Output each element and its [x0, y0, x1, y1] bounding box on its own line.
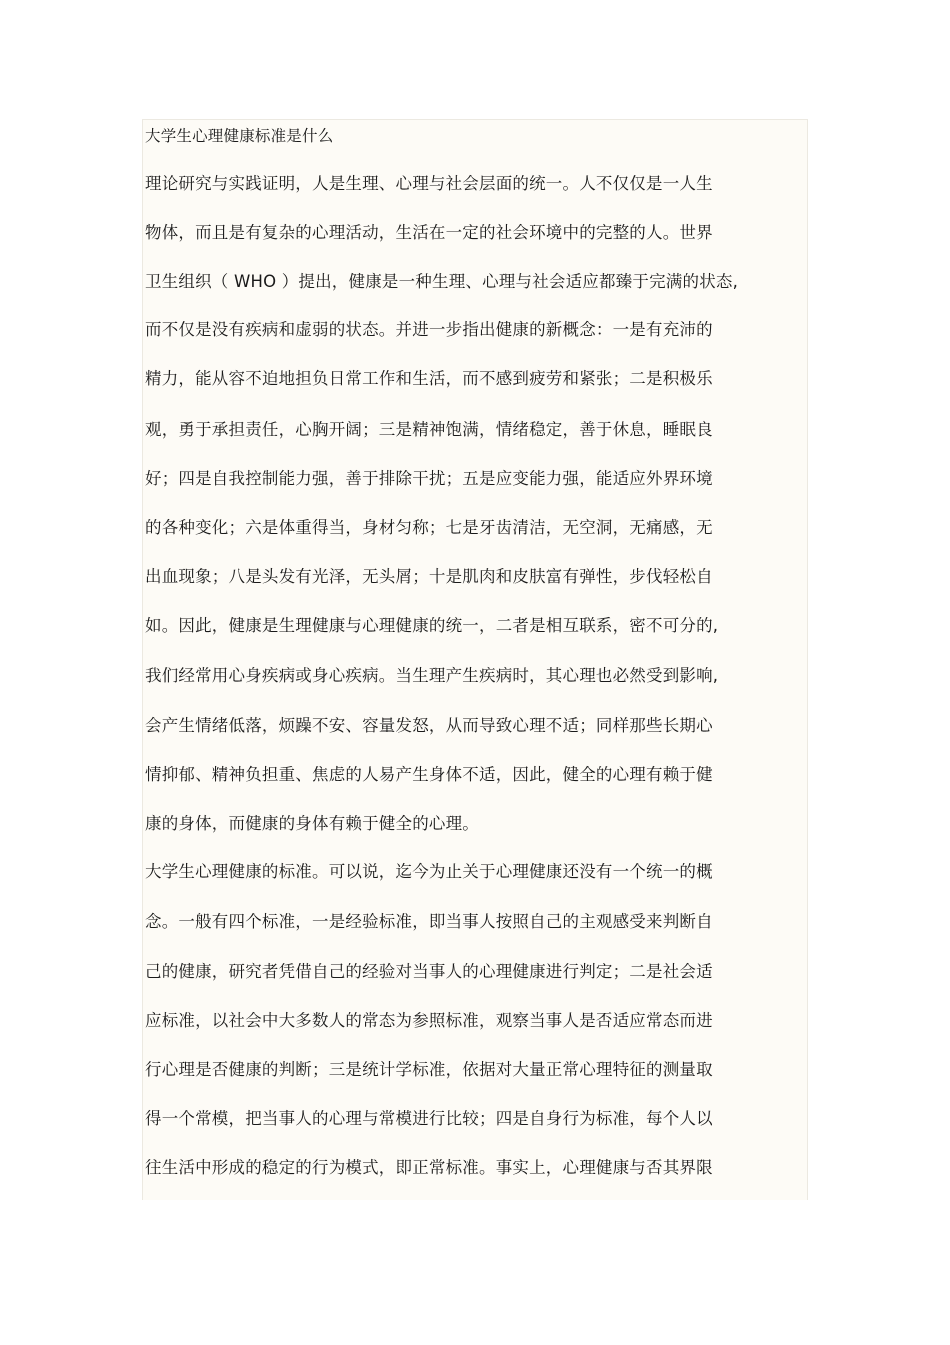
text-line: 康的身体，而健康的身体有赖于健全的心理。: [145, 814, 479, 833]
text-line: 精力，能从容不迫地担负日常工作和生活，而不感到疲劳和紧张；二是积极乐: [145, 369, 713, 388]
document-title: 大学生心理健康标准是什么: [145, 127, 334, 145]
text-line: 我们经常用心身疾病或身心疾病。当生理产生疾病时，其心理也必然受到影响,: [145, 666, 719, 685]
text-line: 卫生组织（ WHO ）提出，健康是一种生理、心理与社会适应都臻于完满的状态,: [145, 272, 739, 291]
text-line: 而不仅是没有疾病和虚弱的状态。并进一步指出健康的新概念：一是有充沛的: [145, 320, 713, 339]
text-line: 如。因此，健康是生理健康与心理健康的统一，二者是相互联系，密不可分的,: [145, 616, 719, 635]
text-line: 好；四是自我控制能力强，善于排除干扰；五是应变能力强，能适应外界环境: [145, 469, 713, 488]
text-line: 应标准，以社会中大多数人的常态为参照标准，观察当事人是否适应常态而进: [145, 1011, 713, 1030]
text-line: 得一个常模，把当事人的心理与常模进行比较；四是自身行为标准，每个人以: [145, 1109, 713, 1128]
text-line: 理论研究与实践证明，人是生理、心理与社会层面的统一。人不仅仅是一人生: [145, 174, 713, 193]
text-line: 大学生心理健康的标准。可以说，迄今为止关于心理健康还没有一个统一的概: [145, 862, 713, 881]
text-line: 念。一般有四个标准，一是经验标准，即当事人按照自己的主观感受来判断自: [145, 912, 713, 931]
text-line: 观，勇于承担责任，心胸开阔；三是精神饱满，情绪稳定，善于休息，睡眠良: [145, 420, 713, 439]
text-line: 己的健康，研究者凭借自己的经验对当事人的心理健康进行判定；二是社会适: [145, 962, 713, 981]
text-line: 物体，而且是有复杂的心理活动，生活在一定的社会环境中的完整的人。世界: [145, 223, 713, 242]
text-line: 往生活中形成的稳定的行为模式，即正常标准。事实上，心理健康与否其界限: [145, 1158, 713, 1177]
text-line: 情抑郁、精神负担重、焦虑的人易产生身体不适，因此，健全的心理有赖于健: [145, 765, 713, 784]
document-body: [142, 119, 808, 1200]
text-line: 的各种变化；六是体重得当，身材匀称；七是牙齿清洁，无空洞，无痛感，无: [145, 518, 713, 537]
text-line: 出血现象；八是头发有光泽，无头屑；十是肌肉和皮肤富有弹性，步伐轻松自: [145, 567, 713, 586]
text-line: 行心理是否健康的判断；三是统计学标准，依据对大量正常心理特征的测量取: [145, 1060, 713, 1079]
text-line: 会产生情绪低落，烦躁不安、容量发怒，从而导致心理不适；同样那些长期心: [145, 716, 713, 735]
